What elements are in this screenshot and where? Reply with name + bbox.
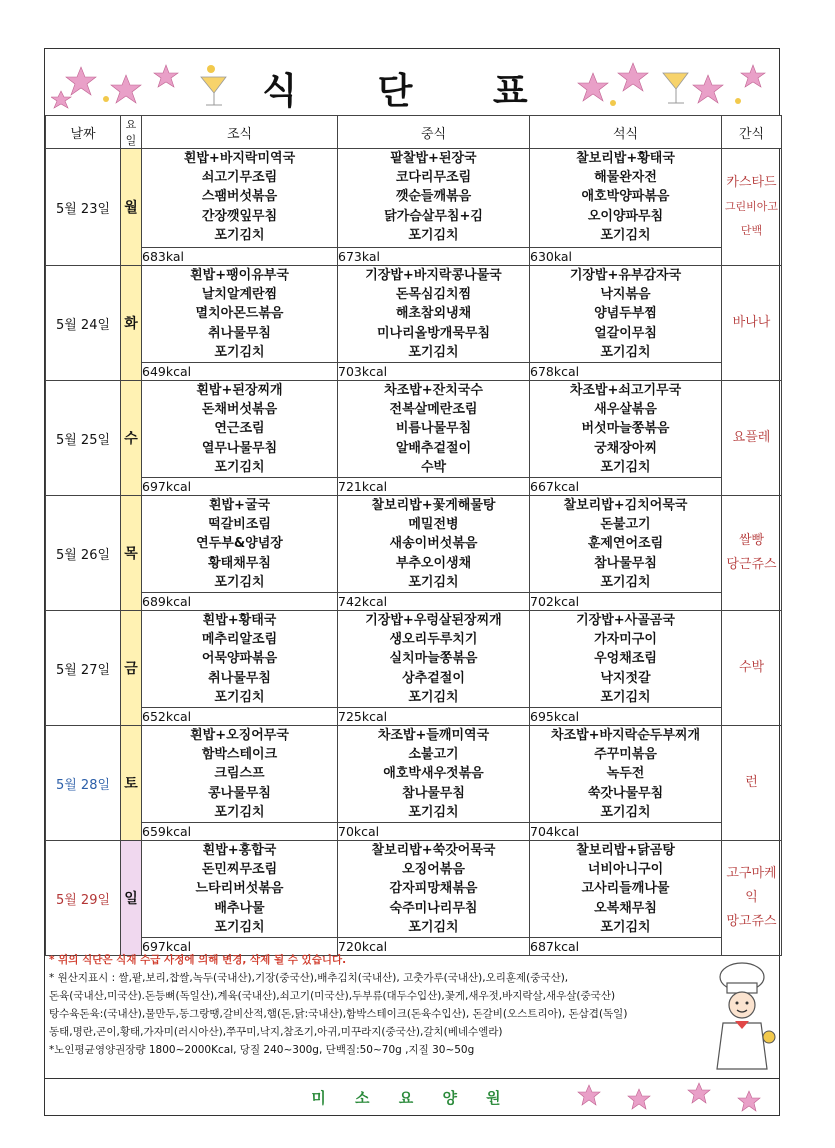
day-row <box>46 611 782 708</box>
dinner-cell <box>530 611 722 708</box>
dinner-kcal: 687kcal <box>530 938 722 956</box>
dish-item: 돈민찌무조림 <box>201 862 278 878</box>
footer <box>45 1078 779 1115</box>
dinner-cell <box>530 496 722 593</box>
flower-decoration-icon <box>569 1079 769 1113</box>
header-lunch: 중식 <box>338 116 530 149</box>
dish-item: 기장밥+사골곰국 <box>576 613 675 629</box>
dish-item: 포기김치 <box>600 459 651 475</box>
day-row <box>46 149 782 248</box>
dish-item: 고사리들깨나물 <box>581 881 670 897</box>
dish-item: 차조밥+쇠고기무국 <box>569 383 682 399</box>
page-title: 식 단 표 <box>262 71 562 112</box>
date-cell: 5월 24일 <box>46 266 121 381</box>
dish-item: 상추겉절이 <box>402 670 465 686</box>
snack-cell <box>722 611 782 726</box>
breakfast-kcal: 683kal <box>142 248 338 266</box>
lunch-kcal: 721kcal <box>338 478 530 496</box>
dish-item: 떡갈비조림 <box>208 517 271 533</box>
dish-item: 흰밥+팽이유부국 <box>190 268 289 283</box>
dish-item: 돈목심김치찜 <box>395 287 472 303</box>
kcal-row <box>46 363 782 381</box>
dish-item: 포기김치 <box>214 459 265 475</box>
dish-item: 흰밥+굴국 <box>208 498 271 514</box>
dinner-kcal: 695kcal <box>530 708 722 726</box>
origin-line: 돈육(국내산,미국산).돈등뼈(독일산),계육(국내산),쇠고기(미국산),두부류(대두수입산),꽃게,새우젓,바지락살,새우살(중국산) <box>49 990 616 1002</box>
lunch-cell <box>338 841 530 938</box>
date-cell: 5월 25일 <box>46 381 121 496</box>
dish-item: 포기김치 <box>408 574 459 590</box>
dish-item: 찰보리밥+황태국 <box>576 151 675 166</box>
snack-cell <box>722 149 782 266</box>
dish-item: 흰밥+된장찌개 <box>196 383 283 399</box>
dish-item: 실치마늘쫑볶음 <box>389 651 478 667</box>
dish-item: 크림스프 <box>214 766 265 782</box>
header-date: 날짜 <box>46 116 121 149</box>
dish-item: 찰보리밥+닭곰탕 <box>576 843 675 859</box>
dish-item: 참나물무침 <box>402 785 465 801</box>
dish-item: 소불고기 <box>408 747 459 763</box>
breakfast-cell <box>142 611 338 708</box>
snack-cell <box>722 496 782 611</box>
dish-item: 쑥갓나물무침 <box>587 785 664 801</box>
breakfast-kcal: 697kcal <box>142 478 338 496</box>
origin-line: 탕수육돈육:(국내산),물만두,동그랑땡,갈비산적,햄(돈,닭:국내산),함박스테이크(돈육수입산), 돈갈비(오스트리아), 돈삼겹(독일) <box>49 1008 628 1020</box>
dinner-kcal: 678kcal <box>530 363 722 381</box>
day-row <box>46 841 782 938</box>
dish-item: 취나물무침 <box>208 670 271 686</box>
dish-item: 취나물무침 <box>208 325 271 341</box>
dish-item: 찰보리밥+쑥갓어묵국 <box>371 843 496 859</box>
notes <box>49 951 749 1059</box>
breakfast-kcal: 659kcal <box>142 823 338 841</box>
breakfast-kcal: 697kcal <box>142 938 338 956</box>
dish-item: 돈불고기 <box>600 517 651 533</box>
snack-item: 요플레 <box>732 430 771 446</box>
header-breakfast: 조식 <box>142 116 338 149</box>
dish-item: 포기김치 <box>408 919 459 935</box>
dish-item: 알배추겉절이 <box>395 440 472 456</box>
kcal-row <box>46 823 782 841</box>
dish-item: 멸치아몬드볶음 <box>195 306 284 322</box>
day-row <box>46 381 782 478</box>
breakfast-cell <box>142 841 338 938</box>
lunch-kcal: 70kcal <box>338 823 530 841</box>
date-cell: 5월 27일 <box>46 611 121 726</box>
snack-item: 망고쥬스 <box>726 914 777 930</box>
dish-item: 흰밥+황태국 <box>202 613 277 629</box>
nutrition-guideline: *노인평균영양권장량 1800~2000Kcal, 당질 240~300g, 단백질:50~70g ,지질 30~50g <box>49 1044 475 1056</box>
dish-item: 연두부&양념장 <box>196 536 283 552</box>
dish-item: 황태채무침 <box>208 555 271 571</box>
header-snack: 간식 <box>722 116 782 149</box>
day-cell: 월 <box>121 149 142 266</box>
dish-item: 오징어볶음 <box>402 862 465 878</box>
dish-item: 열무나물무침 <box>201 440 278 456</box>
lunch-cell <box>338 496 530 593</box>
dish-item: 감자피망채볶음 <box>389 881 478 897</box>
day-row <box>46 726 782 823</box>
dish-item: 차조밥+바지락순두부찌개 <box>550 728 701 744</box>
lunch-cell <box>338 726 530 823</box>
breakfast-cell <box>142 496 338 593</box>
header-day: 요일 <box>121 116 142 149</box>
dinner-kcal: 702kcal <box>530 593 722 611</box>
dish-item: 돈채버섯볶음 <box>201 402 278 418</box>
dish-item: 포기김치 <box>600 227 651 243</box>
origin-line: * 원산지표시 : 쌀,팥,보리,찹쌀,녹두(국내산),기장(중국산),배추김치(국내산), 고춧가루(국내산),오리훈제(중국산), <box>49 972 569 984</box>
dish-item: 포기김치 <box>408 689 459 705</box>
menu-table <box>45 115 782 956</box>
dish-item: 스팸버섯볶음 <box>201 189 278 205</box>
dish-item: 오이양파무침 <box>587 208 664 224</box>
breakfast-kcal: 689kcal <box>142 593 338 611</box>
chef-icon <box>707 959 777 1079</box>
dish-item: 오복채무침 <box>594 900 657 916</box>
dish-item: 새우살볶음 <box>594 402 657 418</box>
dish-item: 찰보리밥+김치어묵국 <box>563 498 688 514</box>
dish-item: 주꾸미볶음 <box>594 747 657 763</box>
dish-item: 차조밥+들깨미역국 <box>377 728 490 744</box>
dish-item: 날치알계란찜 <box>201 287 278 303</box>
kcal-row <box>46 478 782 496</box>
dish-item: 포기김치 <box>214 689 265 705</box>
dish-item: 메밀전병 <box>408 517 459 533</box>
menu-sheet <box>44 48 780 1116</box>
lunch-cell <box>338 381 530 478</box>
dish-item: 양념두부찜 <box>594 306 657 322</box>
dish-item: 생오리두루치기 <box>389 632 478 648</box>
snack-item: 수박 <box>738 660 765 676</box>
dish-item: 녹두전 <box>606 766 645 782</box>
day-row <box>46 266 782 363</box>
kcal-row <box>46 593 782 611</box>
dish-item: 애호박새우젓볶음 <box>383 766 484 782</box>
dish-item: 포기김치 <box>408 227 459 243</box>
dish-item: 수박 <box>420 459 447 475</box>
day-cell: 금 <box>121 611 142 726</box>
breakfast-cell <box>142 266 338 363</box>
day-cell: 목 <box>121 496 142 611</box>
day-row <box>46 496 782 593</box>
dinner-kcal: 667kcal <box>530 478 722 496</box>
snack-item: 카스타드 <box>726 175 777 190</box>
dish-item: 부추오이생채 <box>395 555 472 571</box>
header-dinner: 석식 <box>530 116 722 149</box>
dinner-cell <box>530 266 722 363</box>
dish-item: 연근조림 <box>214 421 265 437</box>
dish-item: 훈제연어조림 <box>587 536 664 552</box>
snack-item: 그린비아고단백 <box>724 200 779 237</box>
dish-item: 가자미구이 <box>594 632 657 648</box>
lunch-kcal: 725kcal <box>338 708 530 726</box>
dish-item: 포기김치 <box>600 574 651 590</box>
dish-item: 포기김치 <box>408 804 459 820</box>
date-cell: 5월 26일 <box>46 496 121 611</box>
dish-item: 기장밥+우렁살된장찌개 <box>365 613 502 629</box>
day-cell: 토 <box>121 726 142 841</box>
title-row <box>45 49 779 115</box>
dish-item: 함박스테이크 <box>201 747 278 763</box>
dinner-cell <box>530 726 722 823</box>
dish-item: 찰보리밥+꽃게해물탕 <box>371 498 496 514</box>
lunch-kcal: 673kal <box>338 248 530 266</box>
snack-item: 당근쥬스 <box>726 557 777 573</box>
dish-item: 콩나물무침 <box>208 785 271 801</box>
breakfast-cell <box>142 381 338 478</box>
dish-item: 기장밥+유부감자국 <box>569 268 682 283</box>
dish-item: 전복살메란조림 <box>389 402 478 418</box>
lunch-cell <box>338 149 530 248</box>
dish-item: 포기김치 <box>600 344 651 360</box>
dish-item: 포기김치 <box>600 689 651 705</box>
dish-item: 닭가슴살무침+김 <box>384 208 483 224</box>
dish-item: 해초참외냉채 <box>395 306 472 322</box>
dish-item: 포기김치 <box>214 574 265 590</box>
dinner-cell <box>530 149 722 248</box>
dish-item: 너비아니구이 <box>587 862 664 878</box>
dish-item: 낙지볶음 <box>600 287 651 303</box>
dish-item: 배추나물 <box>214 900 265 916</box>
dinner-cell <box>530 841 722 938</box>
dish-item: 숙주미나리무침 <box>389 900 478 916</box>
breakfast-cell <box>142 726 338 823</box>
snack-cell <box>722 726 782 841</box>
snack-cell <box>722 266 782 381</box>
date-cell: 5월 23일 <box>46 149 121 266</box>
lunch-kcal: 742kcal <box>338 593 530 611</box>
dish-item: 포기김치 <box>214 919 265 935</box>
dish-item: 버섯마늘쫑볶음 <box>581 421 670 437</box>
snack-item: 고구마케익 <box>726 866 777 906</box>
dish-item: 메추리알조림 <box>201 632 278 648</box>
dish-item: 새송이버섯볶음 <box>389 536 478 552</box>
dish-item: 쇠고기무조림 <box>201 170 278 186</box>
dish-item: 궁채장아찌 <box>594 440 657 456</box>
day-cell: 화 <box>121 266 142 381</box>
dish-item: 얼갈이무침 <box>594 325 657 341</box>
dinner-cell <box>530 381 722 478</box>
dish-item: 낙지젓갈 <box>600 670 651 686</box>
dish-item: 포기김치 <box>214 804 265 820</box>
dish-item: 포기김치 <box>408 344 459 360</box>
dish-item: 깻순들깨볶음 <box>395 189 472 205</box>
dish-item: 해물완자전 <box>594 170 657 186</box>
dish-item: 느타리버섯볶음 <box>195 881 284 897</box>
change-warning: * 위의 식단은 식재 수급 사정에 의해 변경, 삭제 될 수 있습니다. <box>49 954 347 966</box>
dish-item: 애호박양파볶음 <box>581 189 670 205</box>
dinner-kcal: 704kcal <box>530 823 722 841</box>
day-cell: 일 <box>121 841 142 956</box>
snack-item: 바나나 <box>732 315 771 330</box>
dish-item: 차조밥+잔치국수 <box>384 383 483 399</box>
dish-item: 비름나물무침 <box>395 421 472 437</box>
dish-item: 포기김치 <box>600 804 651 820</box>
lunch-cell <box>338 266 530 363</box>
kcal-row <box>46 708 782 726</box>
dish-item: 포기김치 <box>600 919 651 935</box>
header-row <box>46 116 782 149</box>
dish-item: 어묵양파볶음 <box>201 651 278 667</box>
breakfast-kcal: 649kcal <box>142 363 338 381</box>
date-cell: 5월 29일 <box>46 841 121 956</box>
dish-item: 흰밥+홍합국 <box>202 843 277 859</box>
breakfast-kcal: 652kcal <box>142 708 338 726</box>
snack-item: 쌀빵 <box>738 533 765 549</box>
dish-item: 흰밥+오징어무국 <box>190 728 289 744</box>
origin-line: 동태,명란,곤이,황태,가자미(러시아산),쭈꾸미,낙지,참조기,아귀,미꾸라지(중국산),갈치(베네수엘라) <box>49 1026 503 1038</box>
dish-item: 간장깻잎무침 <box>201 208 278 224</box>
dish-item: 미나리올방개묵무침 <box>376 325 491 341</box>
lunch-kcal: 703kcal <box>338 363 530 381</box>
day-cell: 수 <box>121 381 142 496</box>
date-cell: 5월 28일 <box>46 726 121 841</box>
dish-item: 참나물무침 <box>594 555 657 571</box>
facility-name: 미 소 요 양 원 <box>311 1089 513 1107</box>
snack-cell <box>722 841 782 956</box>
lunch-cell <box>338 611 530 708</box>
flower-decoration-icon <box>573 55 773 111</box>
snack-item: 런 <box>745 775 758 791</box>
dish-item: 흰밥+바지락미역국 <box>183 151 296 166</box>
dish-item: 우엉채조림 <box>594 651 657 667</box>
lunch-kcal: 720kcal <box>338 938 530 956</box>
kcal-row <box>46 248 782 266</box>
dinner-kcal: 630kal <box>530 248 722 266</box>
dish-item: 팥찰밥+된장국 <box>390 151 477 166</box>
breakfast-cell <box>142 149 338 248</box>
snack-cell <box>722 381 782 496</box>
dish-item: 기장밥+바지락콩나물국 <box>365 268 502 283</box>
dish-item: 포기김치 <box>214 227 265 243</box>
dish-item: 코다리무조림 <box>395 170 472 186</box>
dish-item: 포기김치 <box>214 344 265 360</box>
